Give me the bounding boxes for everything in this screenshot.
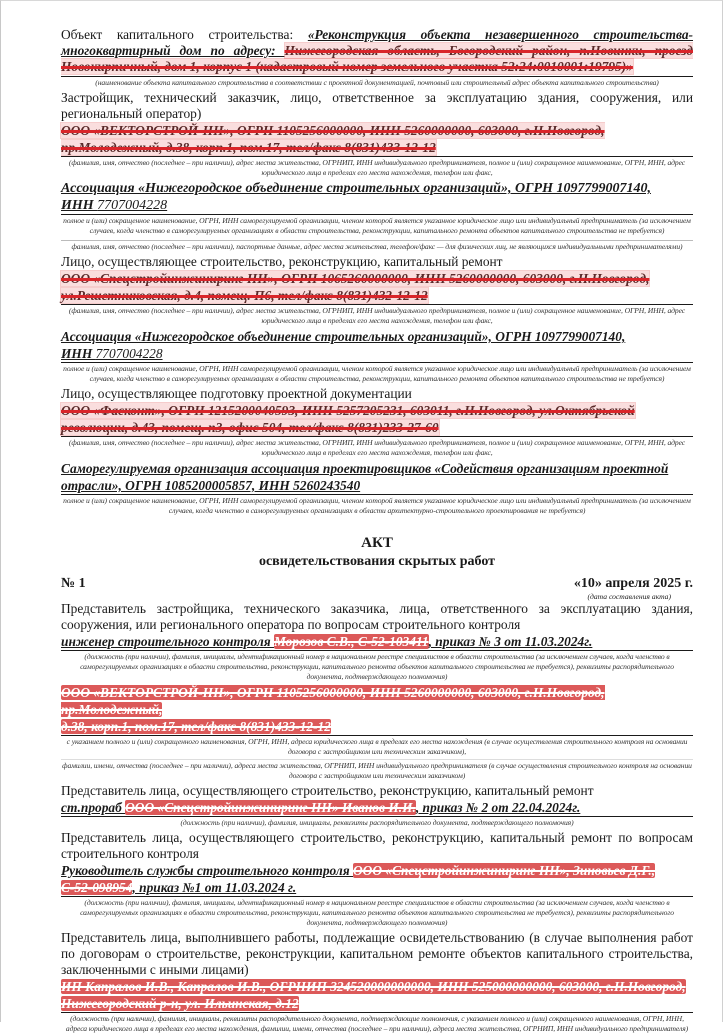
builder-sro-field	[61, 328, 693, 363]
developer-field	[61, 122, 693, 157]
act-date-hint: (дата составления акта)	[587, 592, 671, 601]
rep-customer-org-redacted-1: ООО «ВЕКТОРСТРОЙ-НН», ОГРН 1105256000000, ИНН 5260000000, 603000, г.Н.Новгород, пр.Молодежный,	[61, 685, 605, 717]
developer-sro-line1: Ассоциация «Нижегородское объединение строительных организаций», ОГРН 1097799007140,	[61, 181, 651, 196]
object-hint: (наименование объекта капитального строительства в соответствии с проектной документацией, почтовый или строительный адрес объекта капитального строительства)	[95, 78, 659, 87]
rep-builder-name-redacted: ООО «Спецстройинжиниринг НН» Иванов И.И.	[125, 800, 416, 815]
rep-performer-hint: (должность (при наличии), фамилия, инициалы, реквизиты распорядительного документа, подтверждающие полномочия, с указанием полного и (или) сокращенного наименования, ОГРН, ИНН, адреса юридического лица в пределах его места нахождения, фамилии, имени, отчества (последнее – при наличии), адреса места жительства, ОГРНИП, ИНН индивидуального предпринимателя)	[65, 1014, 689, 1033]
object-underline	[61, 76, 693, 77]
object-line	[61, 27, 693, 75]
designer-redacted-2: революции, д.43, помещ. п3, офис 504, тел/факс 8(831)233-27-60	[61, 420, 439, 435]
rep-builder-label: Представитель лица, осуществляющего строительство, реконструкцию, капитальный ремонт	[61, 783, 594, 798]
object-address-redacted: Нижегородская область, Богородский район, п.Новинки, проезд Новокирпичный, дом 1, корпус 1 (кадастровый номер земельного участка 52:24:0010001:19795)»	[61, 43, 693, 74]
designer-field	[61, 402, 693, 437]
developer-redacted: ООО «ВЕКТОРСТРОЙ-НН», ОГРН 1105256000000, ИНН 5260000000, 603000, г.Н.Новгород, пр.Молодежный, д.38, корп.1, пом.17, тел/факс 8(831)433-12-12	[61, 123, 605, 155]
builder-redacted-2: ул.Решетниковская, д.4, помещ. П6, тел/факс 8(831)432-12-12	[61, 288, 428, 303]
rep-customer-label: Представитель застройщика, технического заказчика, лица, ответственного за эксплуатацию здания, сооружения, или регионального оператора по вопросам строительного контроля	[61, 601, 693, 632]
developer-label: Застройщик, технический заказчик, лицо, ответственное за эксплуатацию здания, сооружения, или региональный оператор)	[61, 90, 693, 121]
act-date: «10» апреля 2025 г.	[573, 576, 693, 591]
builder-sro-inn-label: ИНН	[61, 346, 96, 361]
rep-builder-position: ст.прораб	[61, 800, 126, 815]
object-value: «Реконструкция объекта незавершенного строительства-многоквартирный дом по адресу:	[61, 27, 693, 58]
rep-customer-org-redacted-2: д.38, корп.1, пом.17, тел/факс 8(831)433-12-12	[61, 719, 331, 734]
designer-redacted-1: ООО «Фасконт», ОГРН 1215200040593, ИНН 5257205231, 603011, г.Н.Новгород, ул.Октябрьской	[61, 403, 635, 418]
rep-builder-control-name-redacted-2: С-52-098954	[61, 880, 133, 895]
rep-customer-name-redacted: Морозов С.В., С-52-103411	[273, 634, 429, 649]
object-label: Объект капитального строительства:	[61, 27, 308, 42]
builder-hint: (фамилия, имя, отчество (последнее – при наличии), адрес места жительства, ОГРНИП, ИНН индивидуального предпринимателя, полное и (или) сокращенное наименование, ОГРН, ИНН, адрес юридического лица в пределах его места нахождения, телефон или факс,	[68, 306, 686, 325]
rep-customer-field	[61, 633, 693, 651]
rep-customer-position: инженер строительного контроля	[61, 634, 274, 649]
developer-sro-inn-label: ИНН	[61, 198, 98, 213]
rep-performer-redacted-1: ИП Капралов И.В., Капралов И.В., ОГРНИП 324520000000000, ИНН 525000000000, 603000, г.Н.Новгород,	[61, 979, 686, 994]
builder-sro-inn: 7707004228	[95, 346, 163, 361]
designer-hint: (фамилия, имя, отчество (последнее – при наличии), адрес места жительства, ОГРНИП, ИНН индивидуального предпринимателя, полное и (или) сокращенное наименование, ОГРН, ИНН, адрес юридического лица в пределах его места нахождения, телефон или факс,	[68, 438, 686, 457]
rep-customer-order: , приказ № 3 от 11.03.2024г.	[428, 634, 593, 649]
developer-hint: (фамилия, имя, отчество (последнее – при наличии), адрес места жительства, ОГРНИП, ИНН индивидуального предпринимателя, полное и (или) сокращенное наименование, ОГРН, ИНН, адрес юридического лица в пределах его места нахождения, телефон или факс,	[68, 158, 686, 177]
rep-performer-field	[61, 978, 693, 1013]
rep-builder-control-order: , приказ №1 от 11.03.2024 г.	[132, 880, 297, 895]
builder-sro-line1: Ассоциация «Нижегородское объединение строительных организаций», ОГРН 1097799007140,	[61, 329, 626, 344]
developer-person-hint: фамилия, имя, отчество (последнее – при наличии), паспортные данные, адрес места жительства, телефон/факс — для физических лиц, не являющихся индивидуальными предпринимателями)	[71, 242, 683, 251]
act-number-row	[61, 575, 693, 592]
designer-sro-field	[61, 460, 693, 495]
rep-builder-control-name-redacted-1: ООО «Спецстройинжиниринг НН», Зиновьев Д.Г.,	[353, 863, 656, 878]
rep-customer-org-hint: с указанием полного и (или) сокращенного наименования, ОГРН, ИНН, адреса юридического лица в пределах его места нахождения (в случае осуществления строительного контроля на основании договора с застройщиком или техническим заказчиком),	[66, 737, 688, 756]
rep-customer-hint: (должность (при наличии), фамилия, инициалы, идентификационный номер в национальном реестре специалистов в области строительства (за исключением случаев, когда членство в саморегулируемых организациях в области строительства, реконструкции, капитального ремонта объектов капитального строительства не требуется), реквизиты распорядительного документа, подтверждающего полномочия)	[80, 652, 674, 681]
designer-sro-hint: полное и (или) сокращенное наименование, ОГРН, ИНН саморегулируемой организации, членом которой является указанное юридическое лицо или индивидуальный предприниматель (за исключением случаев, когда членство в саморегулируемых организациях в области архитектурно-строительного проектирования не требуется)	[63, 496, 691, 515]
document-content	[61, 23, 693, 1036]
builder-redacted-1: ООО «Спецстройинжиниринг НН», ОГРН 1065260000000, ИНН 5260000000, 603000, г.Н.Новгород,	[61, 271, 650, 286]
developer-sro-inn: 7707004228	[97, 198, 168, 213]
rep-customer-org-field	[61, 684, 693, 736]
developer-sro-hint: полное и (или) сокращенное наименование, ОГРН, ИНН саморегулируемой организации, членом которой является указанное юридическое лицо или индивидуальный предприниматель (за исключением случаев, когда членство в саморегулируемых организациях в области строительства, реконструкции, капитального ремонта объектов капитального строительства не требуется)	[63, 216, 691, 235]
rep-builder-order: , приказ № 2 от 22.04.2024г.	[415, 800, 581, 815]
act-title: АКТ	[361, 535, 393, 551]
builder-sro-hint: полное и (или) сокращенное наименование, ОГРН, ИНН саморегулируемой организации, членом которой является указанное юридическое лицо или индивидуальный предприниматель (за исключением случаев, когда членство в саморегулируемых организациях в области строительства, реконструкции, капитального ремонта объектов капитального строительства не требуется)	[63, 364, 691, 383]
act-number: № 1	[61, 576, 86, 591]
designer-sro-line2: отрасли», ОГРН 1085200005857, ИНН 5260243540	[61, 478, 361, 493]
developer-sro-field	[61, 180, 693, 215]
rep-builder-control-hint: (должность (при наличии), фамилия, инициалы, идентификационный номер в национальном реестре специалистов в области строительства (за исключением случаев, когда членство в саморегулируемых организациях в области строительства, реконструкции, капитального ремонта объектов капитального строительства не требуется), реквизиты распорядительного документа, подтверждающего полномочия)	[80, 898, 674, 927]
builder-label: Лицо, осуществляющее строительство, реконструкцию, капитальный ремонт	[61, 254, 503, 269]
rep-performer-label: Представитель лица, выполнившего работы, подлежащие освидетельствованию (в случае выполнения работ по договорам о строительстве, реконструкции, капитальном ремонте объектов капитального строительства, заключенными с иными лицами)	[61, 930, 693, 977]
developer-person-line	[61, 240, 693, 241]
rep-builder-control-position: Руководитель службы строительного контроля	[61, 863, 353, 878]
rep-builder-control-label: Представитель лица, осуществляющего строительство, реконструкцию, капитальный ремонт по вопросам строительного контроля	[61, 830, 693, 861]
builder-field	[61, 270, 693, 305]
rep-customer-person-hint: фамилии, имени, отчества (последнее – при наличии), адреса места жительства, ОГРНИП, ИНН индивидуального предпринимателя (в случае осуществления строительного контроля на основании договора с застройщиком или техническим заказчиком)	[62, 761, 692, 780]
rep-customer-person-line	[61, 759, 693, 760]
designer-label: Лицо, осуществляющее подготовку проектной документации	[61, 386, 412, 401]
designer-sro-line1: Саморегулируемая организация ассоциация проектировщиков «Содействия организациям проектной	[61, 461, 669, 476]
act-subtitle: освидетельствования скрытых работ	[258, 554, 496, 569]
rep-performer-redacted-2: Нижегородский р-н, ул. Ильинская, д.12	[61, 996, 299, 1011]
rep-builder-field	[61, 799, 693, 817]
rep-builder-control-field	[61, 862, 693, 897]
rep-builder-hint: (должность (при наличии), фамилия, инициалы, реквизиты распорядительного документа, подтверждающего полномочия)	[180, 818, 574, 827]
